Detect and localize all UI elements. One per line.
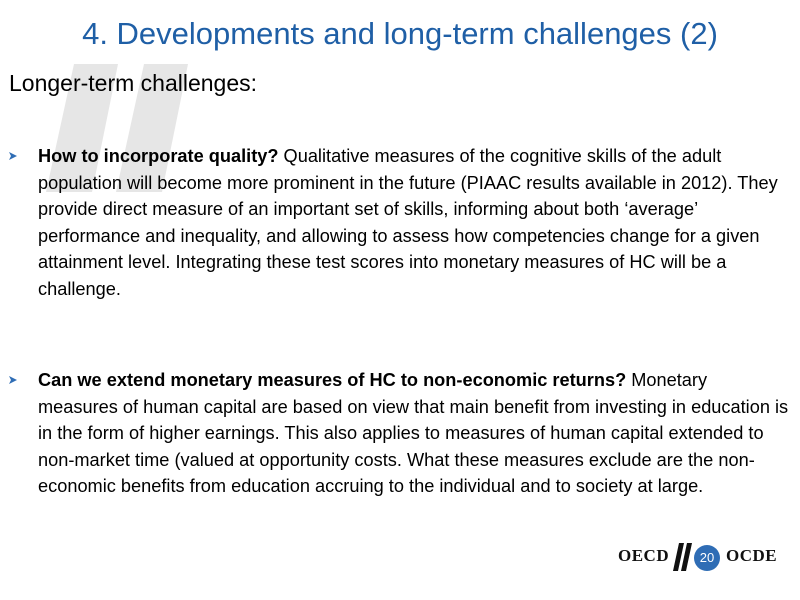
triangle-bullet-icon: [9, 376, 17, 384]
footer-oecd-label: OECD: [618, 546, 670, 565]
bullet-paragraph-1: [38, 143, 790, 303]
bullet-text-1: Qualitative measures of the cognitive skills of the adult population will become more prominent in the future (PIAAC results available in 2012). They provide direct measure of an important set of skills, informing about both ‘average’ performance and inequality, and allowing to assess how competencies change for a given attainment level. Integrating these test scores into monetary measures of HC will be a challenge.: [38, 146, 778, 299]
bullet-lead-1: How to incorporate quality?: [38, 146, 279, 166]
footer-ocde-label: OCDE: [726, 546, 778, 565]
bullet-paragraph-2: [38, 367, 790, 500]
triangle-bullet-icon: [9, 152, 17, 160]
bullet-lead-2: Can we extend monetary measures of HC to non-economic returns?: [38, 370, 627, 390]
slide-subtitle: Longer-term challenges:: [9, 70, 258, 96]
oecd-logo-icon: [672, 541, 694, 573]
slide-title: 4. Developments and long-term challenges (2): [82, 16, 718, 51]
page-number-badge: 20: [694, 545, 720, 571]
bullet-text-2: Monetary measures of human capital are based on view that main benefit from investing in education is in the form of higher earnings. This also applies to measures of human capital extended to non-market time (valued at opportunity costs. What these measures exclude are the non-economic benefits from education accruing to the individual and to society at large.: [38, 370, 789, 497]
